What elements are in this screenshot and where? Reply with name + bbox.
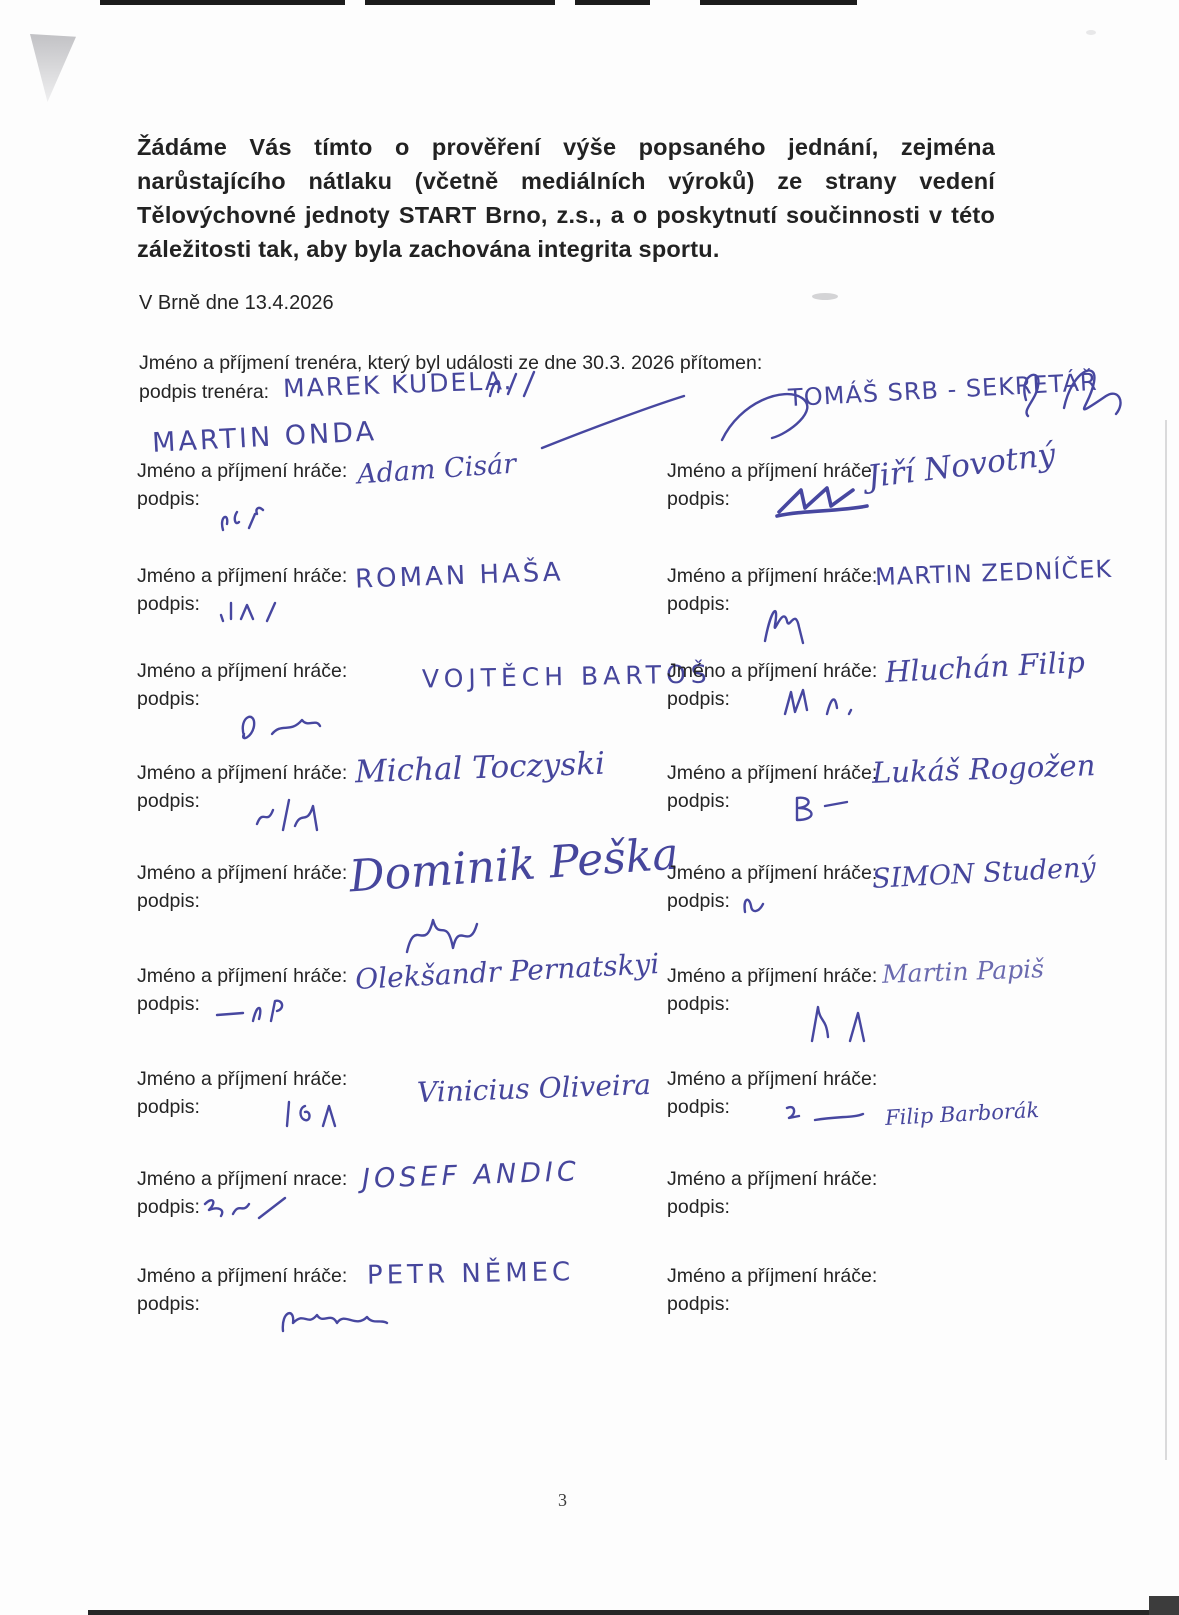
player-signature (779, 684, 879, 726)
handwritten-player-name: JOSEF ANDIC (361, 1156, 581, 1195)
player-signature-label: podpis: (667, 593, 730, 615)
page-fold-artifact (30, 34, 76, 102)
handwritten-player-name: ROMAN HAŠA (354, 557, 565, 595)
handwritten-player-name: SIMON Studený (871, 852, 1097, 895)
player-signature-label: podpis: (137, 993, 200, 1015)
player-signature (277, 1094, 347, 1134)
player-name-label: Jméno a příjmení hráče: (137, 965, 348, 987)
player-entry (137, 828, 681, 962)
scan-edge-artifact (365, 0, 555, 5)
handwritten-player-name: VOJTĚCH BARTOŠ (421, 659, 712, 694)
handwritten-player-name: Dominik Peška (347, 828, 681, 903)
player-entry (137, 1257, 662, 1365)
player-signature (215, 595, 285, 625)
player-name-label: Jméno a příjmení hráče: (137, 1265, 348, 1287)
handwritten-player-name: Martin Papiš (881, 954, 1045, 989)
player-name-label: Jméno a příjmení hráče: (667, 1265, 878, 1287)
player-signature-label: podpis: (137, 1293, 200, 1315)
player-name-label: Jméno a příjmení hráče: (137, 460, 348, 482)
player-name-label: Jméno a příjmení hráče: (667, 862, 878, 884)
trainer-signature-label: podpis trenéra: (139, 381, 270, 403)
handwritten-player-name: MARTIN ZEDNÍČEK (874, 554, 1113, 592)
handwritten-player-name: Adam Cisár (356, 448, 518, 491)
scan-edge-artifact (88, 1610, 1179, 1615)
player-entry (667, 1265, 1179, 1365)
handwritten-player-name: Lukáš Rogožen (871, 748, 1096, 790)
player-signature-label: podpis: (667, 488, 730, 510)
handwritten-player-name: Olekšandr Pernatskyi (354, 947, 661, 996)
player-signature-label: podpis: (137, 688, 200, 710)
handwritten-coach-name: TOMÁŠ SRB - SEKRETÁŘ (787, 367, 1099, 413)
scan-edge-artifact (575, 0, 650, 5)
player-entry (137, 659, 712, 760)
player-entry (667, 1068, 1179, 1168)
handwritten-player-name: Filip Barborák (884, 1097, 1040, 1131)
player-signature-label: podpis: (137, 890, 200, 912)
player-signature (802, 997, 892, 1047)
scan-edge-artifact (100, 0, 345, 5)
player-signature (739, 892, 779, 920)
page-number: 3 (558, 1490, 567, 1510)
player-entry (667, 1168, 1179, 1268)
scan-smudge (812, 293, 838, 300)
player-name-label: Jméno a příjmení hráče: (667, 1168, 878, 1190)
player-entry (667, 748, 1179, 862)
player-entry (667, 436, 1179, 560)
player-name-label: Jméno a příjmení hráče: (667, 565, 878, 587)
player-entry (667, 852, 1179, 962)
player-signature-label: podpis: (137, 593, 200, 615)
player-signature (779, 1100, 869, 1130)
player-name-label: Jméno a příjmení hráče: (137, 762, 348, 784)
player-name-label: Jméno a příjmení hráče: (667, 762, 878, 784)
player-name-label: Jméno a příjmení hráče: (137, 660, 348, 682)
player-entry (667, 954, 1179, 1065)
player-name-label: Jméno a příjmení hráče: (137, 862, 348, 884)
player-entry (667, 554, 1179, 665)
coach-signature-flourish (472, 368, 922, 458)
player-name-label: Jméno a příjmení hráče: (137, 1068, 348, 1090)
player-name-label: Jméno a příjmení nrace: (137, 1168, 348, 1190)
coach-signature-flourish (998, 356, 1148, 436)
player-signature (397, 908, 497, 958)
player-name-label: Jméno a příjmení hráče: (137, 565, 348, 587)
scan-smudge (1086, 30, 1096, 35)
handwritten-player-name: Vinicius Oliveira (416, 1067, 652, 1110)
handwritten-player-name: Hluchán Filip (884, 644, 1086, 690)
player-name-label: Jméno a příjmení hráče: (667, 965, 878, 987)
player-entry (137, 448, 662, 560)
scan-corner-artifact (1149, 1596, 1179, 1615)
player-signature-label: podpis: (667, 790, 730, 812)
player-signature-label: podpis: (137, 1196, 200, 1218)
player-entry (137, 1068, 662, 1168)
intro-paragraph: Žádáme Vás tímto o prověření výše popsaného jednání, zejména narůstajícího nátlaku (včetně mediálních výroků) ze strany vedení Tělovýchovné jednoty START Brno, z.s., a o poskytnutí součinnosti v této záležitosti tak, aby byla zachována integrita sportu. (137, 134, 995, 262)
player-signature (199, 1192, 299, 1226)
handwritten-player-name: PETR NĚMEC (366, 1257, 575, 1291)
handwritten-coach-name: MARTIN ONDA (151, 416, 378, 459)
player-entry (667, 644, 1179, 760)
player-name-label: Jméno a příjmení hráče: (667, 460, 878, 482)
player-entry (137, 557, 662, 665)
scan-edge-artifact (700, 0, 857, 5)
handwritten-coach-name: MAREK KUDELA. (282, 365, 514, 404)
date-line: V Brně dne 13.4.2026 (139, 292, 334, 314)
player-signature (275, 1301, 395, 1341)
player-signature-label: podpis: (137, 488, 200, 510)
player-signature (215, 995, 305, 1031)
trainer-presence-label: Jméno a příjmení trenéra, který byl události ze dne 30.3. 2026 přítomen: (139, 352, 763, 374)
player-signature (785, 792, 865, 828)
player-signature-label: podpis: (667, 1096, 730, 1118)
player-entry (137, 1156, 662, 1268)
player-signature (232, 706, 322, 746)
player-name-label: Jméno a příjmení hráče: (667, 1068, 878, 1090)
player-signature (775, 482, 875, 522)
player-signature-label: podpis: (137, 790, 200, 812)
handwritten-player-name: Jiří Novotný (865, 436, 1058, 496)
player-signature (757, 591, 827, 647)
player-signature-label: podpis: (667, 688, 730, 710)
handwritten-player-name: Michal Toczyski (354, 745, 606, 791)
player-signature (249, 796, 339, 842)
player-signature-label: podpis: (667, 993, 730, 1015)
player-entry (137, 947, 662, 1065)
player-signature-label: podpis: (667, 890, 730, 912)
player-signature-label: podpis: (137, 1096, 200, 1118)
player-signature-label: podpis: (667, 1196, 730, 1218)
player-signature-label: podpis: (667, 1293, 730, 1315)
player-signature (215, 504, 285, 546)
player-name-label: Jméno a příjmení hráče: (667, 660, 878, 682)
